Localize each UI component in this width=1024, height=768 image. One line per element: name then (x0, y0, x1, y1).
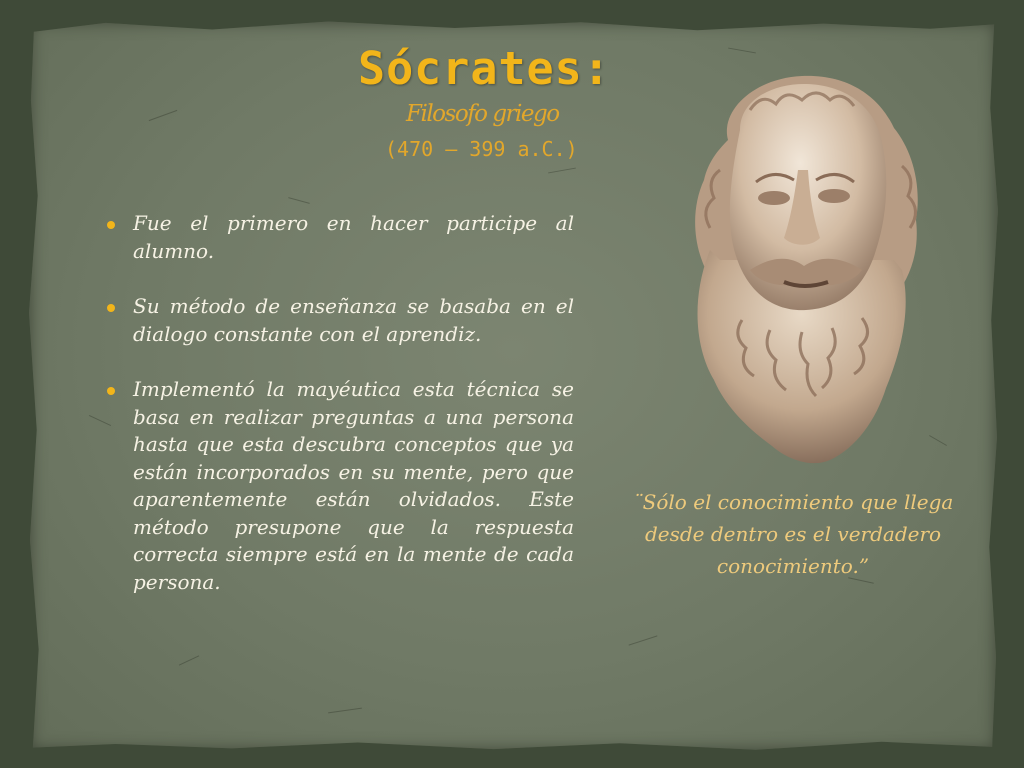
bullet-item (104, 376, 574, 596)
life-dates: (470 – 399 a.C.) (385, 137, 578, 161)
slide-title: Sócrates: (358, 42, 611, 95)
bullet-item (104, 210, 574, 265)
bullet-text: Su método de enseñanza se basaba en el dialogo constante con el aprendiz. (133, 294, 574, 346)
bullet-text: Fue el primero en hacer participe al alumno. (133, 211, 574, 263)
bullet-dot-icon (107, 221, 115, 229)
slide-subtitle: Filosofo griego (406, 101, 559, 127)
bullet-dot-icon (107, 304, 115, 312)
bullet-list (104, 210, 574, 624)
socrates-quote: ¨Sólo el conocimiento que llega desde dentro es el verdadero conocimiento.” (632, 490, 954, 578)
bullet-text: Implementó la mayéutica esta técnica se basa en realizar preguntas a una persona hasta que esta descubra conceptos que ya están incorporados en su mente, pero que aparentemente están olvidados. Este método presupone que la respuesta correcta siempre está en la mente de cada persona. (133, 377, 574, 594)
socrates-bust-image (680, 70, 925, 470)
bullet-dot-icon (107, 387, 115, 395)
bullet-item (104, 293, 574, 348)
